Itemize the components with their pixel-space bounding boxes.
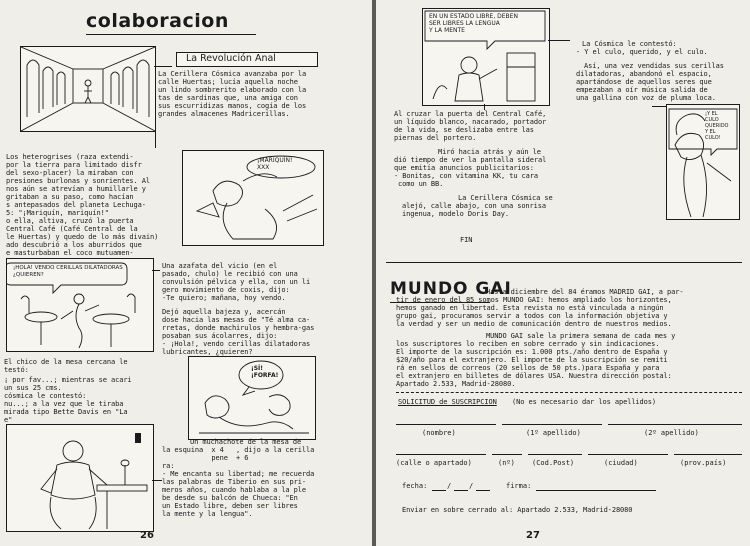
text-line: Al cruzar la puerta del Central Café, [394,110,547,118]
text-line: posaban sus ácolarres, dijo: [162,332,278,340]
heading-rule [86,34,256,35]
speech-bubble-mariquin: ¡MARIQUÍN! XXX [257,157,293,171]
page-number: 27 [526,530,540,541]
speech-bubble-estado: EN UN ESTADO LIBRE, DEBEN SER LIBRES LA LENGUA Y LA MENTE [429,13,518,34]
text-line: las palabras de Tiberio en sus pri- [162,478,307,486]
comic-panel-forfa [188,356,316,440]
text-line: o ella, altiva, cruzó la puerta [6,217,134,225]
arrow-connector [155,120,156,148]
first-surname-field[interactable] [502,424,602,425]
text-line: del sexo-placer) la miraban con [6,169,134,177]
text-line: rá en sellos de correos (20 sellos de 50 pts.)para España y para [396,364,660,372]
send-instructions: Enviar en sobre cerrado al: Apartado 2.533, Madrid-28080 [402,506,633,514]
text-line: alejó, calle abajo, con una sonrisa [402,202,547,210]
text-line: nos aún se atrevían a humillarle y [6,185,146,193]
text-line: - Me encanta su libertad; me recuerda [162,470,315,478]
text-line: mirada tipo Bette Davis en "La [4,408,128,416]
date-field-year[interactable] [476,490,490,491]
text-line: El importe de la suscripción es: 1.000 pts./año dentro de España y [396,348,668,356]
text-line: gritaban a su paso, como hacían [6,193,134,201]
text-line: MUNDO GAI sale la primera semana de cada mes y [486,332,676,340]
text-line: piernas del portero. [394,134,477,142]
comic-panel-muchachote [6,424,154,532]
text-line: dió tiempo de ver la pantalla sideral [394,156,547,164]
city-field[interactable] [588,454,668,455]
text-line: testó: [4,366,29,374]
comic-panel-estado-libre [422,8,550,106]
text-line: Los heterogrises (raza extendi- [6,153,134,161]
text-line: un lindo sombrerito elaborado con la [158,86,307,94]
text-line: - Y el culo, querido, y el culo. [576,48,708,56]
speech-bubble-forfa: ¡SÍ! ¡FORFA! [251,365,279,379]
postcode-label: (Cod.Post) [532,459,575,467]
date-separator: / [447,482,452,490]
mariquin-drawing [183,151,323,245]
text-line: apartándose de aquellos seres que [576,78,712,86]
text-line: s antepasados del planeta Lechuga- [6,201,146,209]
text-line: calle Huertas; lucía aquella noche [158,78,298,86]
fecha-label: fecha: [402,482,428,490]
text-line: empezaban a oír música salida de [576,86,708,94]
form-note: (No es necesario dar los apellidos) [512,398,657,406]
text-line: Así, una vez vendidas sus cerillas [584,62,724,70]
text-line: La Cósmica le contestó: [582,40,677,48]
text-line: Apartado 2.533, Madrid-28080. [396,380,516,388]
section-divider [386,262,742,263]
text-line: ado descubrió a los aburridos que [6,241,142,249]
text-line: dilatadoras, abandonó el espacio, [576,70,712,78]
text-line: Dejó aquella bajeza y, acercán [162,308,286,316]
story-end-mark: FIN [460,236,473,244]
text-line: grandes almacenes Madricerillas. [158,110,290,118]
text-line: el extranjero en billetes de dólares USA. Nuestra dirección postal: [396,372,672,380]
text-line: ¡ por fav...; mientras se acari [4,376,132,384]
text-line: los suscriptores lo reciben en sobre cerrado y sin indicaciones. [396,340,660,348]
speech-bubble-culo: ¡Y EL CULO QUERIDO Y EL CULO! [705,111,729,141]
city-label: (ciudad) [604,459,638,467]
text-line: ingenua, modelo Doris Day. [402,210,509,218]
text-line: tir de enero del 85 somos MUNDO GAI: hemos ampliado los horizontes, [396,296,672,304]
arrow-connector [152,270,160,271]
text-line: dose hacia las mesas de "Té alma ca- [162,316,311,324]
text-line: $20/año para el extranjero. El importe de la suscripción se remiti [396,356,668,364]
street-field[interactable] [396,454,486,455]
arrow-connector [154,66,172,67]
signature-field[interactable] [536,490,656,491]
date-field-month[interactable] [454,490,468,491]
postcode-field[interactable] [528,454,582,455]
text-line: pene + 6 [162,454,249,462]
text-line: la mente y la lengua". [162,510,253,518]
form-dashed-divider [396,392,742,393]
text-line: presiones burlonas y sonrientes. Al [6,177,151,185]
text-line: por la tierra para limitado disfr [6,161,142,169]
text-line: como un BB. [398,180,444,188]
comic-panel-hola [6,258,154,352]
text-line: hemos ganado en libertad. Esta revista no está vinculada a ningún [396,304,664,312]
text-line: 5: "¡Mariquín, mariquín!" [6,209,109,217]
arrow-connector [548,40,570,41]
text-line: sus escurridizas manos, cogía de los [158,102,307,110]
text-line: Un muchachote de la mesa de [190,438,302,446]
man-at-table-drawing [7,425,153,531]
text-line: meros años, cuando hablaba a la ple [162,486,307,494]
page-number: 26 [140,530,154,541]
text-line: La Cerillera Cósmica avanzaba por la [158,70,307,78]
page-27 [376,0,750,546]
text-line: - ¡Hola!, vendo cerillas dilatadoras [162,340,311,348]
number-field[interactable] [492,454,522,455]
province-field[interactable] [674,454,742,455]
story-title-box [176,52,318,67]
number-label: (nº) [498,459,515,467]
date-separator: / [469,482,474,490]
comic-panel-corridor [20,46,156,132]
text-line: grupo gai, procuramos servir a todos con la información objetiva y [396,312,668,320]
nombre-label: (nombre) [422,429,456,437]
text-line: tas de sardinas que, una amiga con [158,94,298,102]
text-line: cósmica le contestó: [4,392,87,400]
text-line: que emitía anuncios publicitarios: [394,164,534,172]
text-line: Una azafata del vicio (en el [162,262,278,270]
text-line: e masturbaban el coco mutuamen- [6,249,134,257]
form-heading: SOLICITUD de SUSCRIPCION [398,398,497,406]
street-label: (calle o apartado) [396,459,472,467]
text-line: pasado, chulo) le recibió con una [162,270,298,278]
text-line: Central Café (Café Central de la [6,225,138,233]
first-surname-label: (1º apellido) [526,429,581,437]
text-line: un Estado libre, deben ser libres [162,502,298,510]
comic-panel-mariquin [182,150,324,246]
comic-panel-culo [666,104,740,220]
text-line: - Bonitas, con vitamina KK, tu cara [394,172,539,180]
text-line: un sus 25 cms. [4,384,62,392]
text-line: e" [4,416,13,424]
corridor-drawing [21,47,155,131]
text-line: le Huertas) y quedo de lo más divain) [6,233,159,241]
date-field-day[interactable] [432,490,446,491]
text-line: un líquido blanco, nacarado, portador [394,118,547,126]
text-line: El chico de la mesa cercana le [4,358,128,366]
second-surname-label: (2º apellido) [644,429,699,437]
text-line: lubricantes, ¿quieren? [162,348,253,356]
text-line: be desde su balcón de Chueca: "En [162,494,298,502]
text-line: -Te quiero; mañana, hoy vendo. [162,294,286,302]
speech-bubble-hola: ¡HOLA! VENDO CERILLAS DILATADORAS ¿QUIEREN? [13,265,123,278]
text-line: una gallina con voz de pluma loca. [576,94,716,102]
text-line: La Cerillera Cósmica se [458,194,553,202]
province-label: (prov.país) [680,459,727,467]
text-line: de la vida, se deslizaba entre las [394,126,534,134]
second-surname-field[interactable] [608,424,742,425]
nombre-field[interactable] [396,424,496,425]
firma-label: firma: [506,482,532,490]
mundo-gai-title: MUNDO GAI [390,279,512,299]
page-26 [0,0,372,546]
text-line: Hasta diciembre del 84 éramos MADRID GAI, a par- [486,288,684,296]
text-line: gero movimiento de coxis, dijo: [162,286,290,294]
story-title: La Revolución Anal [186,53,276,64]
arrow-connector [652,106,666,107]
text-line: nu...; a la vez que le tiraba [4,400,124,408]
collaboration-heading: colaboracion [86,10,229,32]
text-line: la verdad y ser un medio de comunicación dentro de nuestros medios. [396,320,672,328]
text-line: la esquina x 4 , dijo a la cerilla [162,446,315,454]
text-line: convulsión pélvica y ella, con un li [162,278,311,286]
text-line: Miró hacia atrás y aún le [438,148,541,156]
text-line: ra: [162,462,175,470]
text-line: rretas, donde machirulos y hembra-gas [162,324,315,332]
arrow-connector [152,480,162,481]
